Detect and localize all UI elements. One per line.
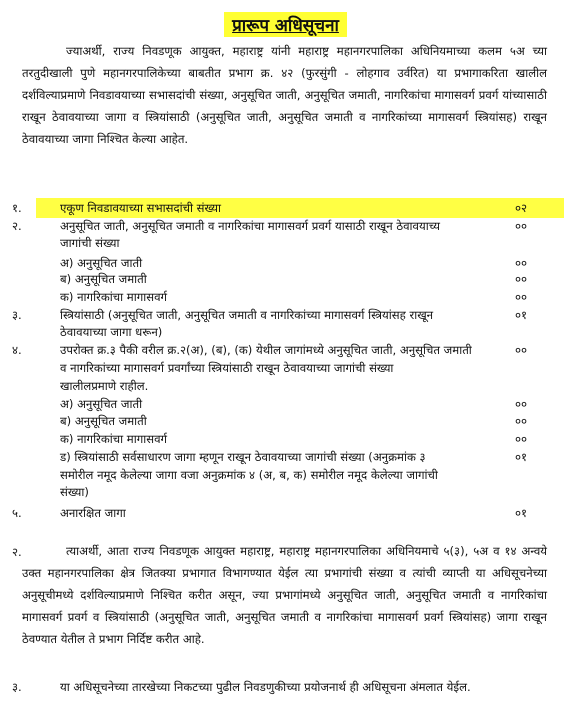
para3-number: ३.: [12, 680, 22, 694]
item-text: उपरोक्त क्र.३ पैकी वरील क्र.२(अ), (ब), (क) येथील जागांमध्ये अनुसूचित जाती, अनुसूचित जमाती: [60, 343, 472, 357]
item-value: ००: [515, 414, 528, 428]
item-value: ०२: [515, 201, 528, 215]
item-text: अनुसूचित जाती, अनुसूचित जमाती व नागरिकांचा मागासवर्ग प्रवर्ग यासाठी राखून ठेवावयाच्य: [60, 219, 441, 233]
item-text: जागांची संख्या: [60, 236, 120, 250]
page-title: प्रारूप अधिसूचना: [224, 12, 347, 37]
item-value: ०१: [515, 450, 528, 464]
item-text: ठेवावयाच्या जागा धरून): [60, 325, 163, 339]
item-text: अ) अनुसूचित जाती: [60, 256, 143, 270]
item-value: ००: [515, 432, 528, 446]
item-text: समोरील नमूद केलेल्या जागा वजा अनुक्रमांक ४ (अ, ब, क) समोरील नमूद केलेल्या जागांची: [60, 468, 438, 482]
item-number: १.: [12, 201, 22, 215]
item-value: ०१: [515, 308, 528, 322]
item-value: ०१: [515, 506, 528, 520]
item-value: ००: [515, 256, 528, 270]
title-wrap: [0, 12, 571, 37]
para3: या अधिसूचनेच्या तारखेच्या निकटच्या पुढील निवडणुकीच्या प्रयोजनार्थ ही अधिसूचना अंमलात येईल.: [60, 680, 471, 694]
para2: त्याअर्थी, आता राज्य निवडणूक आयुक्त महाराष्ट्र, महाराष्ट्र महानगरपालिका अधिनियमाचे ५(३), ५अ व १४ अन्वये उक्त महानगरपालिका क्षेत्र जितक्या प्रभागात विभागण्यात येईल त्या प्रभागांची संख्या व त्यांची व्याप्ती या अधिसूचनेच्या अनुसूचीमध्ये दर्शविल्याप्रमाणे निश्चित करीत असून, ज्या प्रभागांमध्ये अनुसूचित जाती, अनुसूचित जमाती व नागरिकांचा मागासवर्ग प्रवर्ग व स्त्रियांसाठी (अनुसूचित जाती, अनुसूचित जमाती व नागरिकांचा मागासवर्ग प्रवर्ग स्त्रियांसह) जागा राखून ठेवण्यात येतील ते प्रभाग निर्दिष्ट करीत आहे.: [22, 544, 547, 646]
para2-number: २.: [12, 545, 22, 559]
item-text: ब) अनुसूचित जमाती: [60, 414, 147, 428]
item-text: ड) स्त्रियांसाठी सर्वसाधारण जागा म्हणून राखून ठेवावयाच्या जागांची संख्या (अनुक्रमांक ३: [60, 450, 426, 464]
item-value: ००: [515, 290, 528, 304]
item-number: ४.: [12, 343, 22, 357]
item-number: ३.: [12, 308, 22, 322]
intro-paragraph: ज्याअर्थी, राज्य निवडणूक आयुक्त, महाराष्ट्र यांनी महाराष्ट्र महानगरपालिका अधिनियमाच्या कलम ५अ च्या तरतुदीखाली पुणे महानगरपालिकेच्या बाबतीत प्रभाग क्र. ४२ (फुरसुंगी - लोहगाव उर्वरित) या प्रभागाकरिता खालील दर्शविल्याप्रमाणे निवडावयाच्या सभासदांची संख्या, अनुसूचित जाती, अनुसूचित जमाती, नागरिकांचा मागासवर्ग प्रवर्ग यांच्यासाठी राखून ठेवावयाच्या जागा व स्त्रियांसाठी (अनुसूचित जाती, अनुसूचित जमाती व नागरिकांच्या मागासवर्ग स्त्रियांसह) राखून ठेवावयाच्या जागा निश्चित केल्या आहेत.: [22, 44, 547, 146]
item-text: खालीलप्रमाणे राहील.: [60, 379, 149, 393]
item-value: ००: [515, 219, 528, 233]
item-text: संख्या): [60, 485, 89, 499]
item-text: क) नागरिकांचा मागासवर्ग: [60, 290, 168, 304]
item-text: स्त्रियांसाठी (अनुसूचित जाती, अनुसूचित जमाती व नागरिकांच्या मागासवर्ग स्त्रियांसह राखून: [60, 308, 434, 322]
item-text: एकूण निवडावयाच्या सभासदांची संख्या: [60, 201, 222, 215]
item-number: ५.: [12, 506, 22, 520]
item-value: ००: [515, 272, 528, 286]
item-text: ब) अनुसूचित जमाती: [60, 272, 147, 286]
item-number: २.: [12, 219, 22, 233]
item-value: ००: [515, 397, 528, 411]
item-value: ००: [515, 343, 528, 357]
item-text: अ) अनुसूचित जाती: [60, 397, 143, 411]
item-text: क) नागरिकांचा मागासवर्ग: [60, 432, 168, 446]
item-text: अनारक्षित जागा: [60, 506, 126, 520]
item-text: व नागरिकांच्या मागासवर्ग प्रवर्गांच्या स्त्रियांसाठी राखून ठेवावयाच्या जागांची संख्या: [60, 361, 394, 375]
